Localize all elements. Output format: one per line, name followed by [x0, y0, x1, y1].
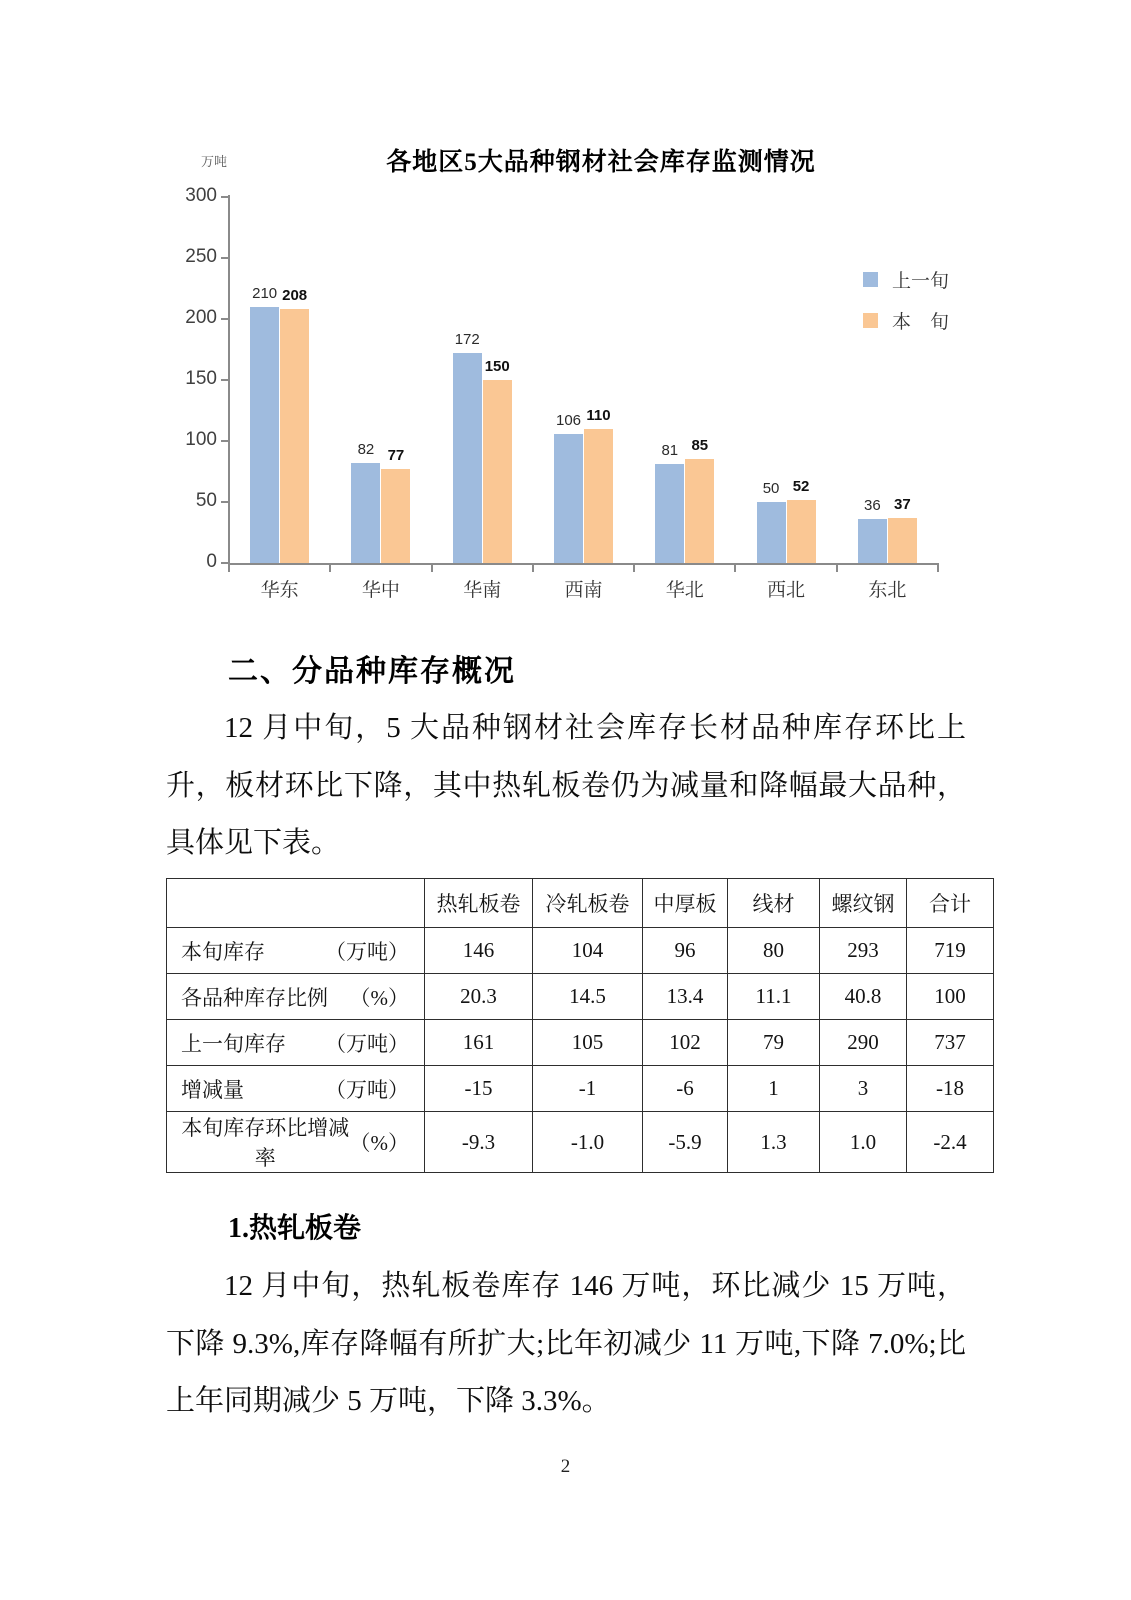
legend-item	[863, 266, 949, 293]
y-tick-label: 300	[185, 185, 217, 206]
table-row	[167, 928, 994, 974]
legend-item	[863, 307, 949, 334]
table-cell: 14.5	[533, 974, 643, 1020]
section-heading-varieties: 二、分品种库存概况	[228, 655, 516, 688]
bar-value-label: 210	[252, 285, 278, 302]
x-tick-label: 西南	[564, 580, 603, 601]
bar-value-label: 208	[282, 287, 308, 304]
x-tick-label: 华南	[463, 580, 502, 601]
bar-current-period	[584, 429, 613, 563]
table-cell: 3	[820, 1066, 907, 1112]
table-cell: 1.0	[820, 1112, 907, 1173]
bar-previous-period	[554, 434, 583, 563]
row-label: 增减量	[181, 1077, 244, 1102]
legend-swatch-icon	[863, 313, 878, 328]
table-header-cell: 螺纹钢	[820, 879, 907, 928]
x-axis-tick	[633, 565, 635, 572]
bar-previous-period	[757, 502, 786, 563]
table-cell: -5.9	[643, 1112, 728, 1173]
legend-label: 本 旬	[892, 312, 950, 333]
table-cell: 161	[425, 1020, 533, 1066]
table-header-cell: 中厚板	[643, 879, 728, 928]
chart-plot	[185, 185, 938, 601]
bar-value-label: 77	[387, 447, 405, 464]
row-label-wrap	[167, 1074, 424, 1104]
y-tick-label: 250	[185, 246, 217, 267]
table-cell: 737	[907, 1020, 994, 1066]
bar-value-label: 81	[661, 442, 679, 459]
y-axis-tick	[221, 196, 228, 198]
row-unit: （万吨）	[325, 1031, 409, 1056]
table-header-cell: 冷轧板卷	[533, 879, 643, 928]
table-cell: 293	[820, 928, 907, 974]
table-cell: 96	[643, 928, 728, 974]
page-number: 2	[560, 1456, 571, 1477]
bar-previous-period	[453, 353, 482, 563]
bar-previous-period	[250, 307, 279, 563]
y-axis-unit-label: 万吨	[201, 154, 228, 169]
table-header-cell	[167, 879, 425, 928]
legend-label: 上一旬	[892, 271, 950, 292]
table-cell: 102	[643, 1020, 728, 1066]
table-cell: 1.3	[728, 1112, 820, 1173]
bar-current-period	[381, 469, 410, 563]
table-cell: 719	[907, 928, 994, 974]
y-tick-label: 150	[185, 368, 217, 389]
hot-rolled-paragraph: 12 月中旬，热轧板卷库存 146 万吨，环比减少 15 万吨，下降 9.3%,库存降幅有所扩大;比年初减少 11 万吨,下降 7.0%;比上年同期减少 5 万吨，下降 3.3%。	[166, 1270, 966, 1417]
bar-previous-period	[351, 463, 380, 563]
bar-value-label: 172	[454, 331, 480, 348]
x-axis-tick	[228, 565, 230, 572]
row-label-cell	[167, 974, 425, 1020]
section-heading-hot-rolled: 1.热轧板卷	[228, 1213, 362, 1244]
chart-title: 各地区5大品种钢材社会库存监测情况	[386, 149, 816, 176]
table-row	[167, 1066, 994, 1112]
x-axis-tick	[329, 565, 331, 572]
row-label-wrap	[167, 982, 424, 1012]
row-label-cell	[167, 928, 425, 974]
bar-current-period	[888, 518, 917, 563]
table-cell: 13.4	[643, 974, 728, 1020]
table-header-cell: 合计	[907, 879, 994, 928]
inventory-table	[166, 878, 994, 1173]
y-tick-label: 50	[195, 490, 217, 511]
y-axis-tick	[221, 440, 228, 442]
bar-value-label: 150	[484, 358, 510, 375]
bar-value-label: 36	[864, 497, 881, 514]
x-tick-label: 华东	[260, 580, 299, 601]
legend-swatch-icon	[863, 272, 878, 287]
table-cell: 105	[533, 1020, 643, 1066]
table-cell: -2.4	[907, 1112, 994, 1173]
table-cell: 11.1	[728, 974, 820, 1020]
bar-value-label: 82	[357, 441, 375, 458]
bar-value-label: 85	[691, 437, 709, 454]
y-axis-tick	[221, 562, 228, 564]
bar-value-label: 37	[894, 496, 911, 513]
y-tick-label: 100	[185, 429, 217, 450]
table-cell: 290	[820, 1020, 907, 1066]
table-cell: 40.8	[820, 974, 907, 1020]
bar-current-period	[483, 380, 512, 563]
x-axis-tick	[836, 565, 838, 572]
row-label-cell	[167, 1020, 425, 1066]
bar-value-label: 50	[762, 480, 780, 497]
row-label-cell	[167, 1066, 425, 1112]
bar-previous-period	[858, 519, 887, 563]
table-cell: 146	[425, 928, 533, 974]
table-cell: 80	[728, 928, 820, 974]
x-tick-label: 东北	[868, 580, 907, 601]
x-tick-label: 华北	[665, 580, 704, 601]
row-label: 本旬库存	[181, 939, 265, 964]
x-axis-tick	[532, 565, 534, 572]
row-label-cell	[167, 1112, 425, 1173]
row-label-wrap	[167, 1112, 424, 1172]
y-axis-line	[228, 195, 230, 564]
x-tick-label: 华中	[361, 580, 400, 601]
table-cell: 100	[907, 974, 994, 1020]
table-cell: -1.0	[533, 1112, 643, 1173]
row-unit: （万吨）	[325, 939, 409, 964]
chart-legend	[863, 266, 949, 334]
table-header-cell: 热轧板卷	[425, 879, 533, 928]
x-axis-tick	[937, 565, 939, 572]
row-label: 上一旬库存	[181, 1031, 286, 1056]
overview-paragraph: 12 月中旬，5 大品种钢材社会库存长材品种库存环比上升，板材环比下降，其中热轧板卷仍为减量和降幅最大品种，具体见下表。	[166, 712, 966, 859]
x-axis-tick	[431, 565, 433, 572]
row-unit: （万吨）	[325, 1077, 409, 1102]
bar-current-period	[685, 459, 714, 563]
row-label-wrap	[167, 1028, 424, 1058]
bar-previous-period	[655, 464, 684, 563]
table-cell: -6	[643, 1066, 728, 1112]
table-cell: 1	[728, 1066, 820, 1112]
x-axis-line	[228, 563, 939, 565]
table-header-cell: 线材	[728, 879, 820, 928]
bar-value-label: 106	[555, 412, 582, 429]
bar-current-period	[787, 500, 816, 563]
y-axis-tick	[221, 257, 228, 259]
row-label: 各品种库存比例	[181, 985, 328, 1010]
table-header-row	[167, 879, 994, 928]
table-cell: -9.3	[425, 1112, 533, 1173]
y-tick-label: 0	[206, 551, 217, 572]
bar-value-label: 110	[586, 407, 611, 424]
y-axis-tick	[221, 318, 228, 320]
bar-current-period	[280, 309, 309, 563]
table-cell: -18	[907, 1066, 994, 1112]
table-cell: 79	[728, 1020, 820, 1066]
bar-chart	[185, 140, 1007, 615]
y-axis-tick	[221, 379, 228, 381]
table-cell: 20.3	[425, 974, 533, 1020]
table-row	[167, 1020, 994, 1066]
table-cell: -1	[533, 1066, 643, 1112]
bar-value-label: 52	[792, 478, 810, 495]
y-tick-label: 200	[185, 307, 217, 328]
row-label: 本旬库存环比增减率	[181, 1116, 350, 1170]
row-label-wrap	[167, 936, 424, 966]
row-unit: （%）	[349, 1131, 409, 1155]
table-cell: 104	[533, 928, 643, 974]
table-cell: -15	[425, 1066, 533, 1112]
x-tick-label: 西北	[767, 580, 806, 601]
y-axis-tick	[221, 501, 228, 503]
table-row	[167, 974, 994, 1020]
row-unit: （%）	[349, 985, 409, 1010]
x-axis-tick	[734, 565, 736, 572]
table-row	[167, 1112, 994, 1173]
